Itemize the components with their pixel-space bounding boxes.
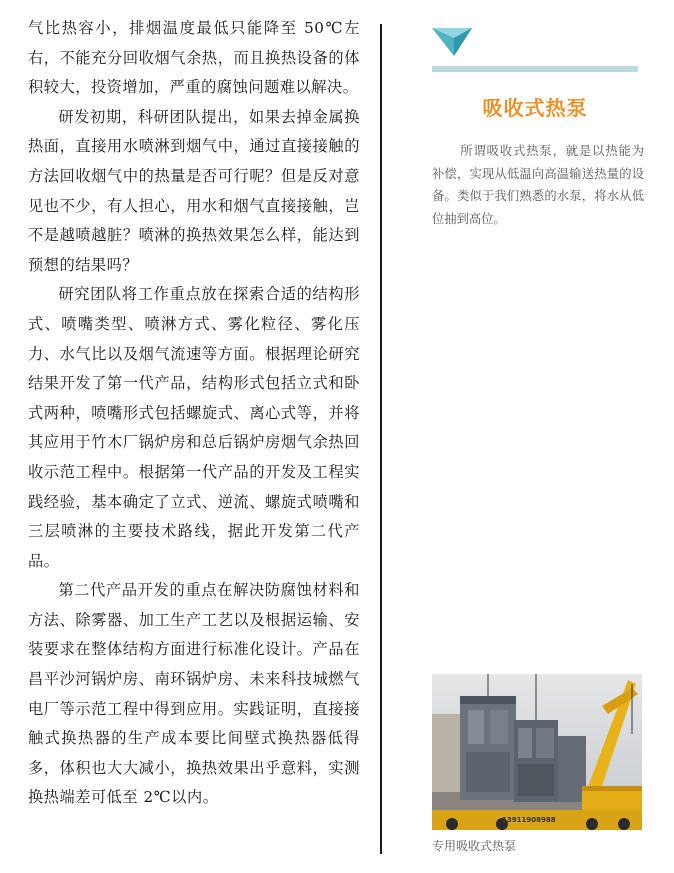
article-body: [28, 14, 360, 813]
figure-caption: 专用吸收式热泵: [432, 839, 517, 853]
article-paragraph: 研究团队将工作重点放在探索合适的结构形式、喷嘴类型、喷淋方式、雾化粒径、雾化压力、水气比以及烟气流速等方面。根据理论研究结果开发了第一代产品，结构形式包括立式和卧式两种，喷嘴形式包括螺旋式、离心式等，并将其应用于竹木厂锅炉房和总后锅炉房烟气余热回收示范工程中。根据第一代产品的开发及工程实践经验，基本确定了立式、逆流、螺旋式喷嘴和三层喷淋的主要技术路线，据此开发第二代产品。: [28, 285, 360, 570]
column-divider: [380, 24, 382, 854]
triangle-icon: [432, 26, 472, 58]
heat-pump-photo: [432, 674, 642, 830]
sidebar-text: 所谓吸收式热泵，就是以热能为补偿，实现从低温向高温输送热量的设备。类似于我们熟悉的水泵，将水从低位抽到高位。: [432, 144, 644, 226]
article-paragraph: 第二代产品开发的重点在解决防腐蚀材料和方法、除雾器、加工生产工艺以及根据运输、安装要求在整体结构方面进行标准化设计。产品在昌平沙河锅炉房、南环锅炉房、未来科技城燃气电厂等示范工程中得到应用。实践证明，直接接触式换热器的生产成本要比间壁式换热器低得多，体积也大大减小，换热效果出乎意料，实测换热端差可低至 2℃以内。: [28, 581, 360, 807]
heat-pump-illustration: [432, 674, 642, 830]
sidebar-rule: [432, 66, 638, 72]
article-paragraph: 研发初期，科研团队提出，如果去掉金属换热面，直接用水喷淋到烟气中，通过直接接触的方法回收烟气中的热量是否可行呢？但是反对意见也不少，有人担心，用水和烟气直接接触，岂不是越喷越脏？喷淋的换热效果怎么样，能达到预想的结果吗？: [28, 107, 360, 274]
truck-number: 13911908988: [502, 816, 556, 824]
article-paragraph: 气比热容小，排烟温度最低只能降至 50℃左右，不能充分回收烟气余热，而且换热设备的体积较大，投资增加，严重的腐蚀问题难以解决。: [28, 19, 360, 97]
sidebar-title: 吸收式热泵: [482, 96, 588, 120]
